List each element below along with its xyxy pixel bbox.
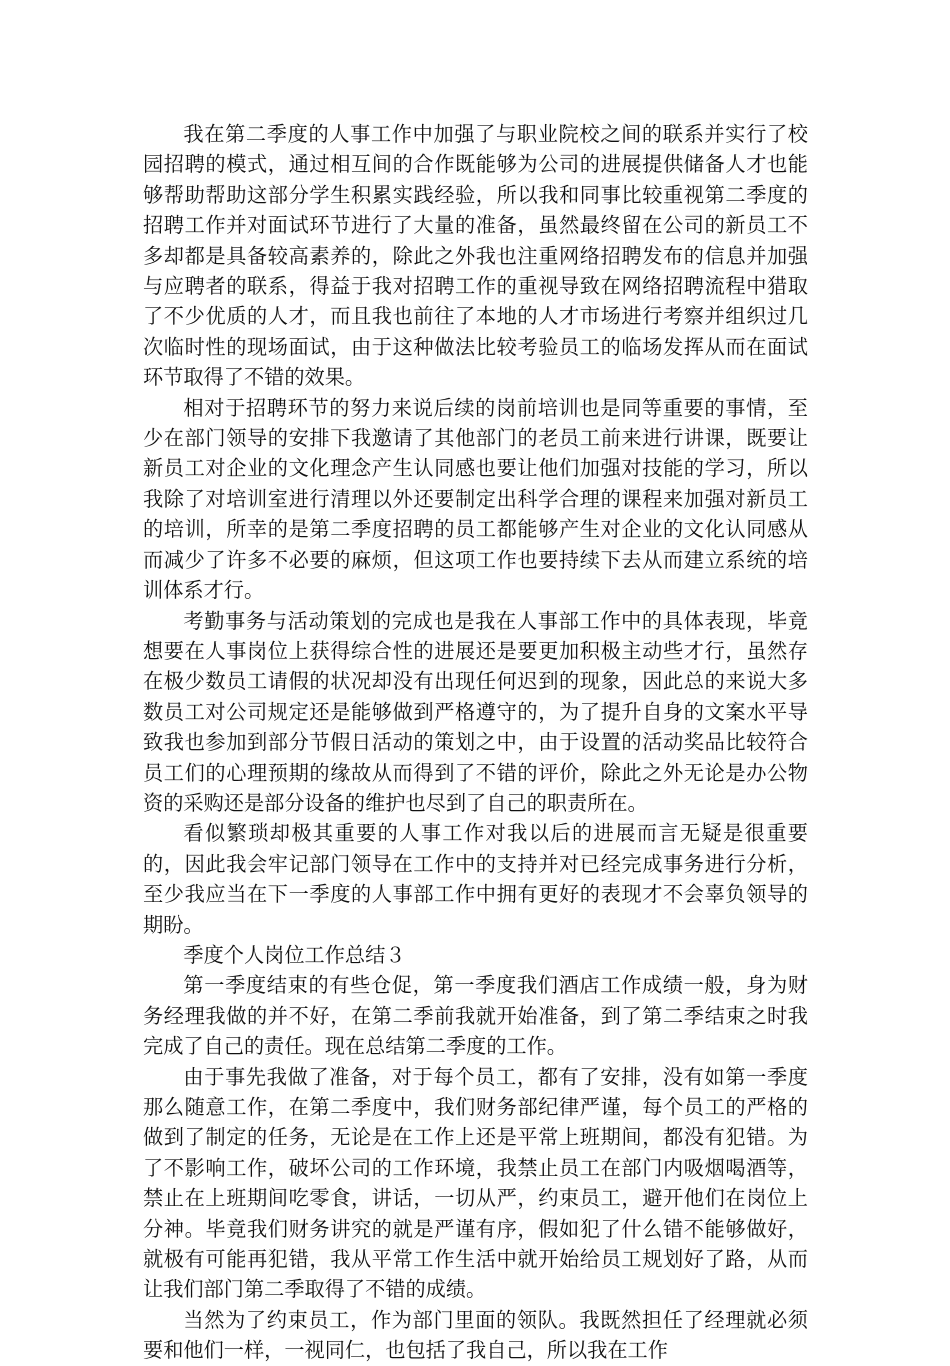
- paragraph-training: 相对于招聘环节的努力来说后续的岗前培训也是同等重要的事情，至少在部门领导的安排下我邀请了其他部门的老员工前来进行讲课，既要让新员工对企业的文化理念产生认同感也要让他们加强对技能的学习，所以我除了对培训室进行清理以外还要制定出科学合理的课程来加强对新员工的培训，所幸的是第二季度招聘的员工都能够产生对企业的文化认同感从而减少了许多不必要的麻烦，但这项工作也要持续下去从而建立系统的培训体系才行。: [143, 395, 808, 603]
- document-page: [143, 119, 808, 1366]
- paragraph-campus-recruitment: 我在第二季度的人事工作中加强了与职业院校之间的联系并实行了校园招聘的模式，通过相互间的合作既能够为公司的进展提供储备人才也能够帮助帮助这部分学生积累实践经验，所以我和同事比较重视第二季度的招聘工作并对面试环节进行了大量的准备，虽然最终留在公司的新员工不多却都是具备较高素养的，除此之外我也注重网络招聘发布的信息并加强与应聘者的联系，得益于我对招聘工作的重视导致在网络招聘流程中猎取了不少优质的人才，而且我也前往了本地的人才市场进行考察并组织过几次临时性的现场面试，由于这种做法比较考验员工的临场发挥从而在面试环节取得了不错的效果。: [143, 122, 808, 390]
- paragraph-conclusion: 看似繁琐却极其重要的人事工作对我以后的进展而言无疑是很重要的，因此我会牢记部门领导在工作中的支持并对已经完成事务进行分析，至少我应当在下一季度的人事部工作中拥有更好的表现才不会辜负领导的期盼。: [143, 821, 808, 937]
- paragraph-attendance-activities: 考勤事务与活动策划的完成也是我在人事部工作中的具体表现，毕竟想要在人事岗位上获得综合性的进展还是要更加积极主动些才行，虽然存在极少数员工请假的状况却没有出现任何迟到的现象，因此总的来说大多数员工对公司规定还是能够做到严格遵守的，为了提升自身的文案水平导致我也参加到部分节假日活动的策划之中，由于设置的活动奖品比较符合员工们的心理预期的缘故从而得到了不错的评价，除此之外无论是办公物资的采购还是部分设备的维护也尽到了自己的职责所在。: [143, 608, 808, 815]
- paragraph-leadership: 当然为了约束员工，作为部门里面的领队。我既然担任了经理就必须要和他们一样，一视同仁，也包括了我自己，所以我在工作: [143, 1307, 808, 1363]
- paragraph-discipline: 由于事先我做了准备，对于每个员工，都有了安排，没有如第一季度那么随意工作，在第二季度中，我们财务部纪律严谨，每个员工的严格的做到了制定的任务，无论是在工作上还是平常上班期间，都没有犯错。为了不影响工作，破坏公司的工作环境，我禁止员工在部门内吸烟喝酒等，禁止在上班期间吃零食，讲话，一切从严，约束员工，避开他们在岗位上分神。毕竟我们财务讲究的就是严谨有序，假如犯了什么错不能够做好，就极有可能再犯错，我从平常工作生活中就开始给员工规划好了路，从而让我们部门第二季取得了不错的成绩。: [143, 1064, 808, 1302]
- paragraph-first-quarter: 第一季度结束的有些仓促，第一季度我们酒店工作成绩一般，身为财务经理我做的并不好，在第二季前我就开始准备，到了第二季结束之时我完成了自己的责任。现在总结第二季度的工作。: [143, 973, 808, 1059]
- section-title: 季度个人岗位工作总结３: [183, 942, 406, 967]
